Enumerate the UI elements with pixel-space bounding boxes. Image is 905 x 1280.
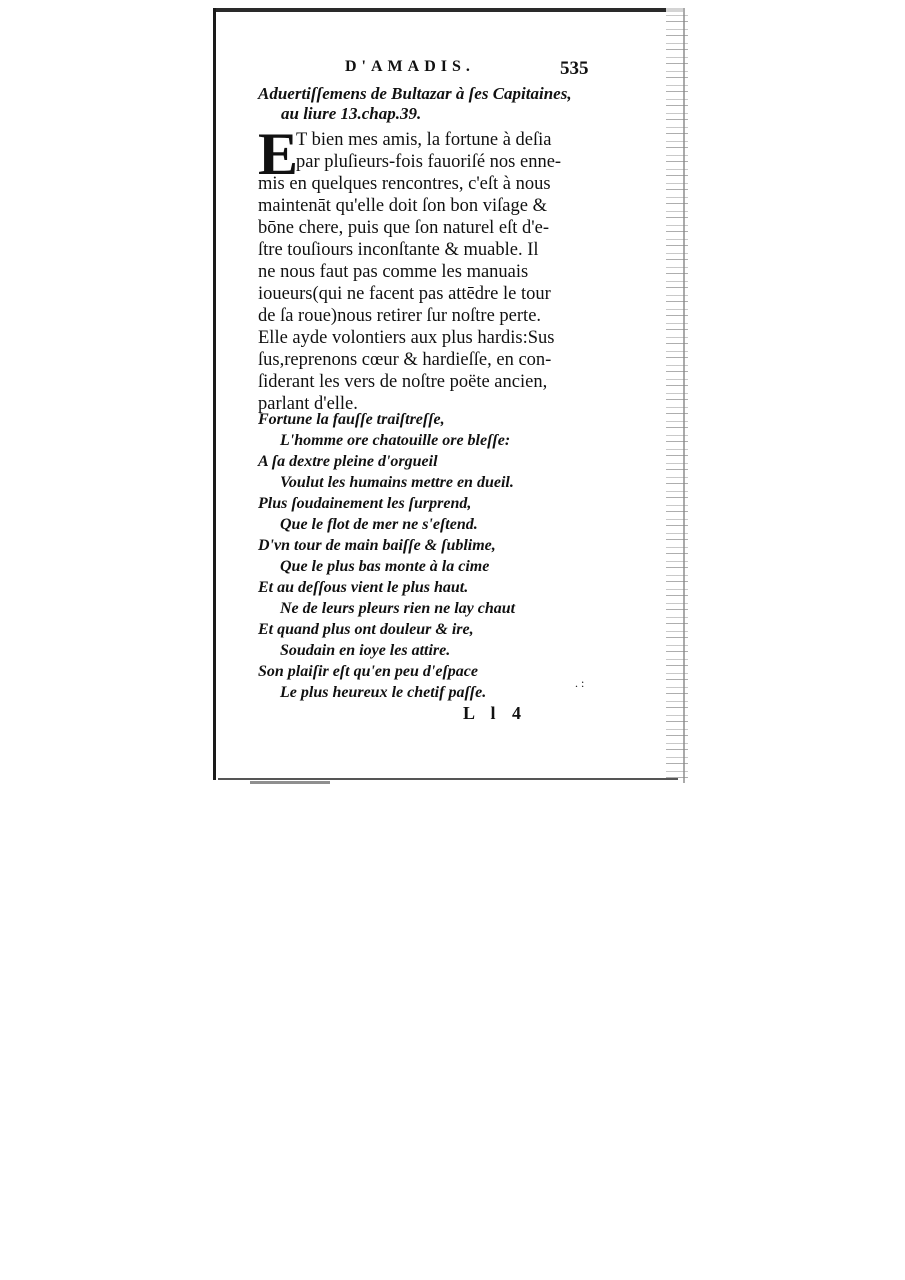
verse-line: Et quand plus ont douleur & ire,: [258, 621, 474, 638]
verse-line: Le plus heureux le chetif paſſe.: [280, 684, 487, 701]
ink-smear: [250, 781, 330, 784]
stray-ink-dots: . :: [575, 676, 585, 690]
prose-line: bōne chere, puis que ſon naturel eſt d'e-: [258, 218, 550, 238]
verse-line: Que le flot de mer ne s'eſtend.: [280, 516, 478, 533]
prose-line: par pluſieurs-fois fauoriſé nos enne-: [296, 152, 562, 172]
prose-line: parlant d'elle.: [258, 394, 358, 414]
verse-line: Soudain en ioye les attire.: [280, 642, 451, 659]
verse-line: Son plaiſir eſt qu'en peu d'eſpace: [258, 663, 478, 680]
prose-line: ſus,reprenons cœur & hardieſſe, en con-: [258, 350, 552, 370]
prose-line: ſiderant les vers de noſtre poëte ancien,: [258, 372, 548, 392]
verse-line: Fortune la fauſſe traiſtreſſe,: [258, 411, 445, 428]
prose-line: T bien mes amis, la fortune à deſia: [296, 130, 552, 150]
prose-line: ſtre touſiours inconſtante & muable. Il: [258, 240, 539, 260]
chapter-heading-line-2: au liure 13.chap.39.: [281, 104, 422, 123]
page-bottom-edge: [218, 778, 678, 780]
page-number: 535: [560, 58, 589, 79]
page-right-edge: [683, 8, 685, 783]
verse-line: Plus ſoudainement les ſurprend,: [258, 495, 472, 512]
prose-line: mis en quelques rencontres, c'eſt à nous: [258, 174, 551, 194]
drop-cap: E: [258, 121, 299, 187]
page-top-edge: [215, 8, 683, 12]
verse-line: Et au deſſous vient le plus haut.: [258, 579, 469, 596]
verse-line: Ne de leurs pleurs rien ne lay chaut: [280, 600, 516, 617]
prose-line: maintenāt qu'elle doit ſon bon viſage &: [258, 196, 547, 216]
verse-line: A ſa dextre pleine d'orgueil: [258, 453, 438, 470]
verse-line: D'vn tour de main baiſſe & ſublime,: [258, 537, 496, 554]
prose-line: de ſa roue)nous retirer ſur noſtre perte.: [258, 306, 542, 326]
prose-line: ne nous faut pas comme les manuais: [258, 262, 529, 282]
chapter-heading-line-1: Aduertiſſemens de Bultazar à ſes Capitaines,: [258, 84, 572, 103]
verse-line: L'homme ore chatouille ore bleſſe:: [280, 432, 511, 449]
page-left-edge: [213, 8, 216, 780]
running-title: D'AMADIS.: [345, 58, 475, 75]
signature-mark: L l 4: [463, 703, 528, 723]
prose-line: Elle ayde volontiers aux plus hardis:Sus: [258, 328, 555, 348]
verse-line: Voulut les humains mettre en dueil.: [280, 474, 514, 491]
prose-line: ioueurs(qui ne facent pas attēdre le tour: [258, 284, 551, 304]
verse-line: Que le plus bas monte à la cime: [280, 558, 490, 575]
